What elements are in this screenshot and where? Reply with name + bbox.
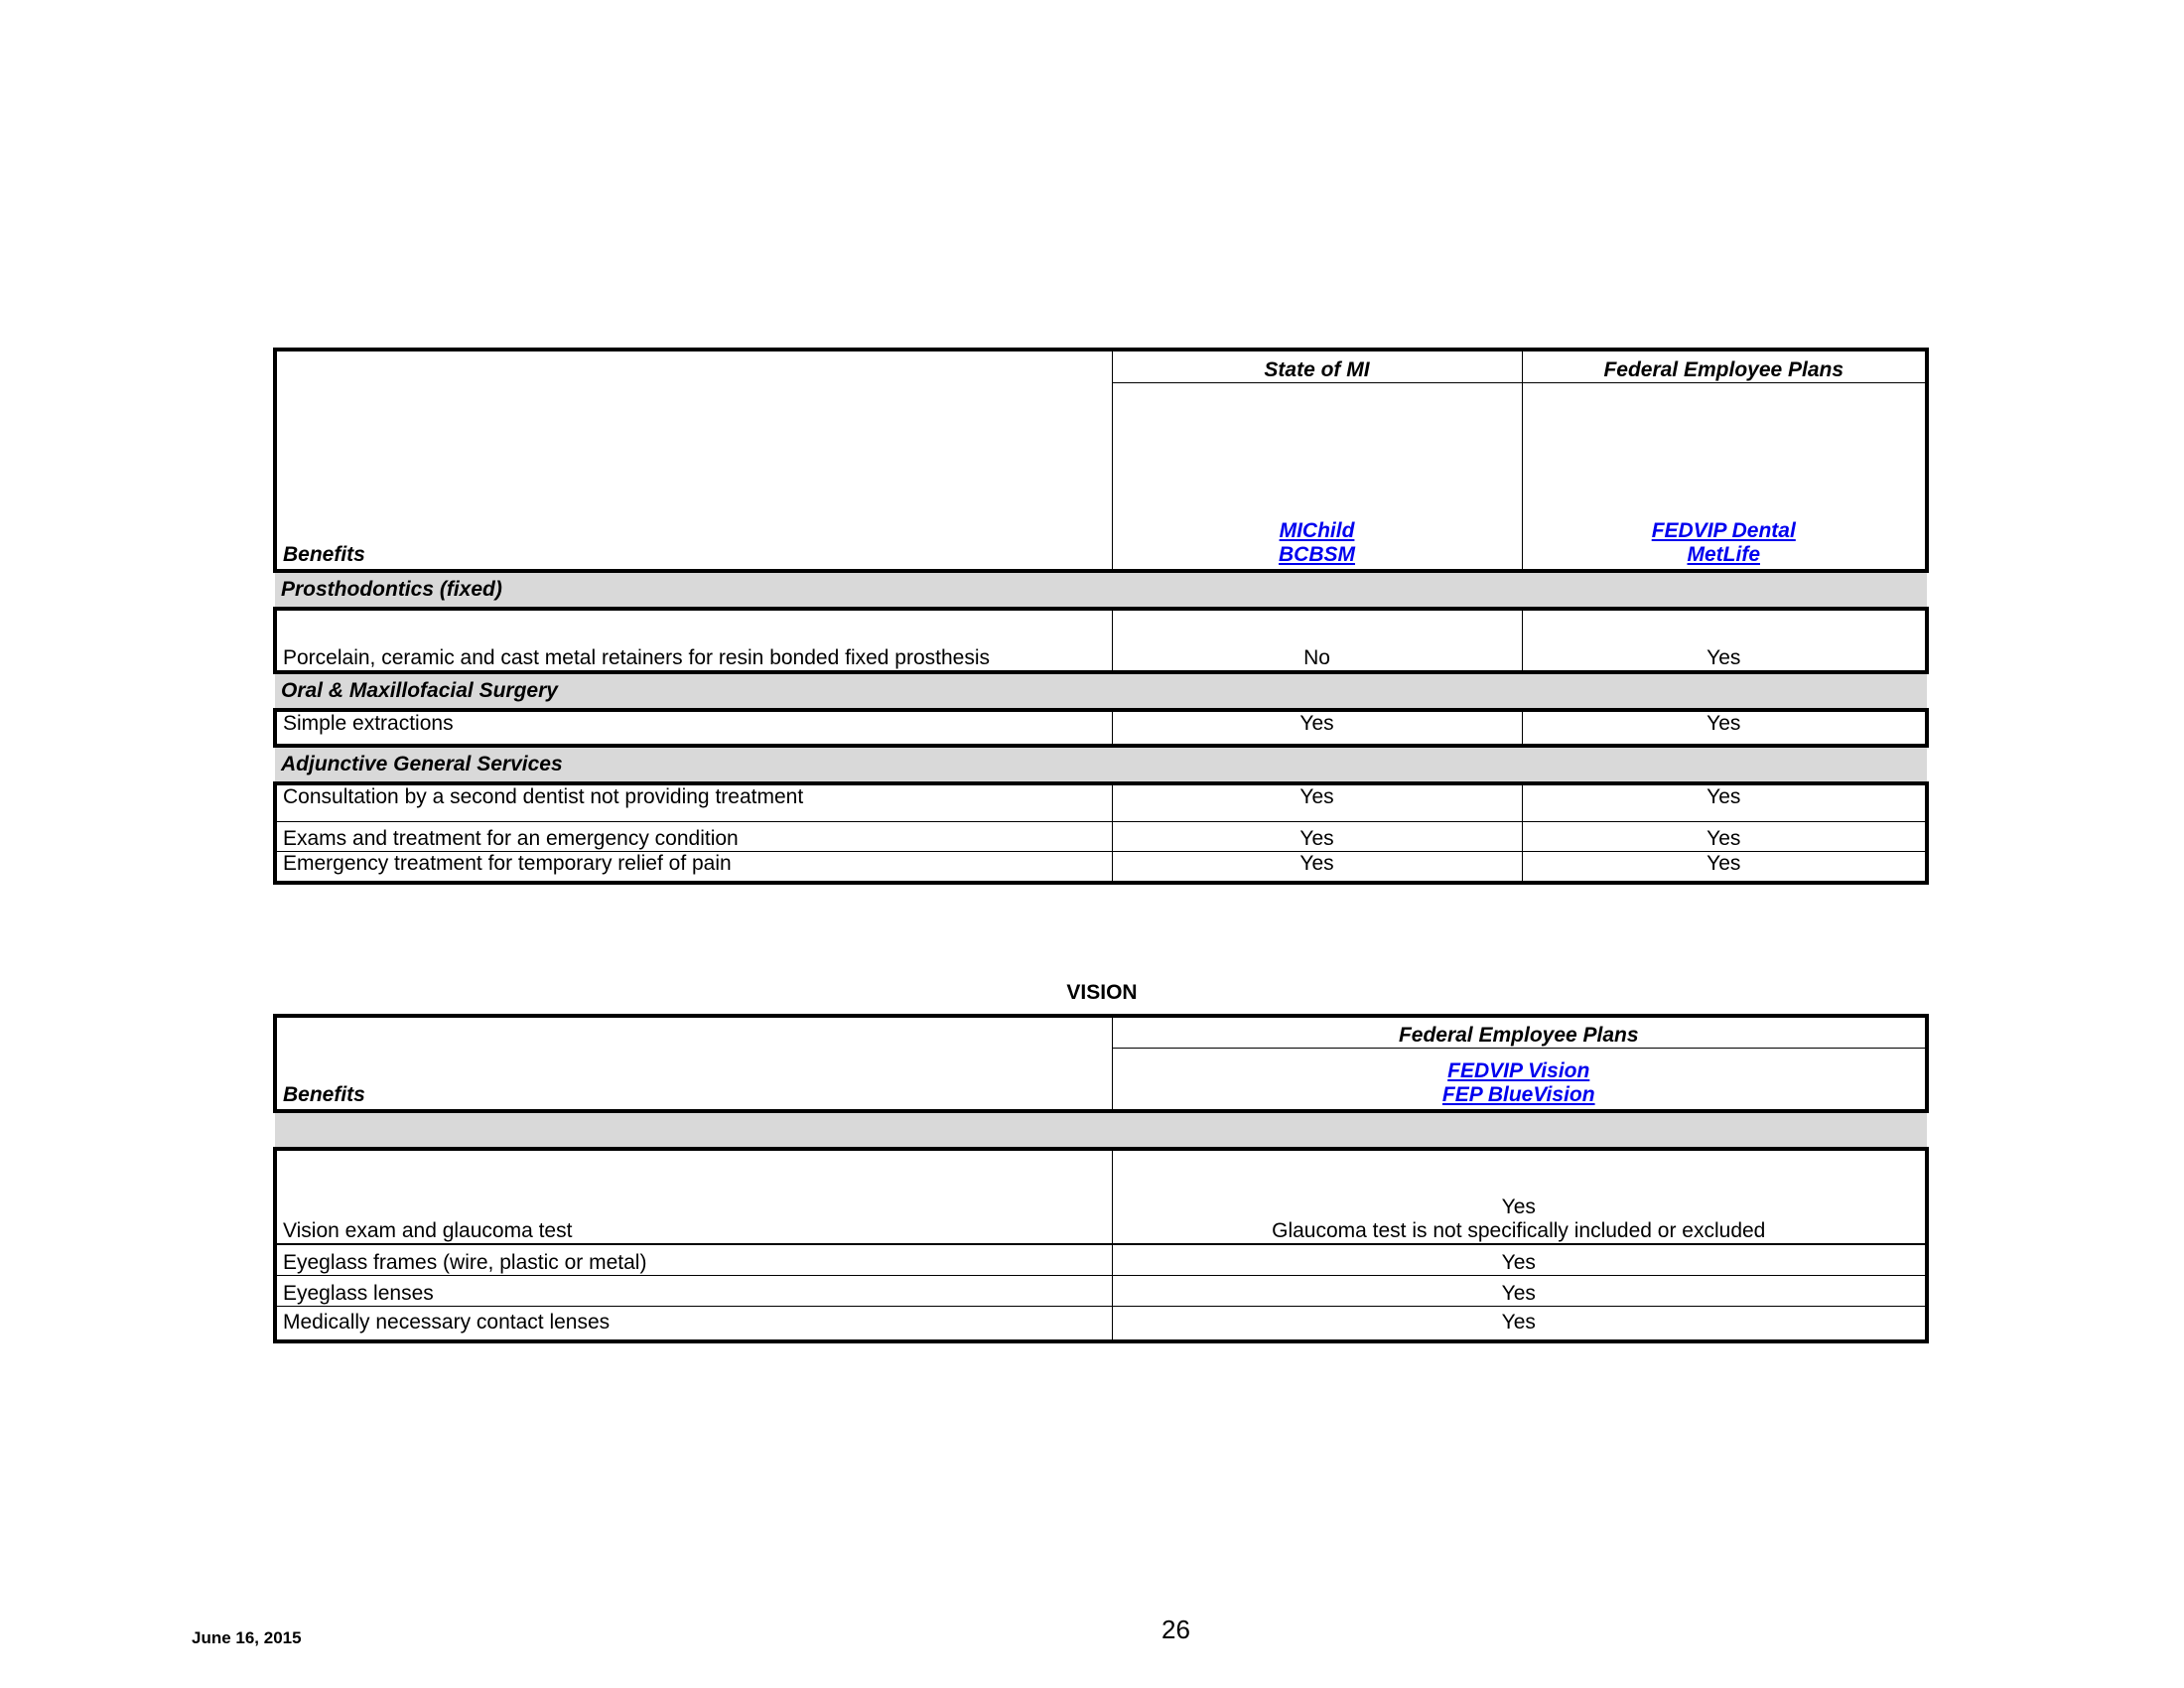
vision-value-cell	[1112, 1149, 1927, 1244]
federal-plans-header: Federal Employee Plans	[1112, 1016, 1927, 1048]
michild-value: Yes	[1112, 783, 1522, 821]
metlife-link[interactable]: MetLife	[1687, 543, 1760, 566]
footer-date: June 16, 2015	[192, 1628, 302, 1647]
benefit-cell: Porcelain, ceramic and cast metal retainers for resin bonded fixed prosthesis	[275, 609, 1112, 672]
michild-link[interactable]: MIChild	[1279, 519, 1355, 542]
benefit-cell: Eyeglass frames (wire, plastic or metal)	[275, 1244, 1112, 1275]
vision-value: Yes	[1112, 1244, 1927, 1275]
fedvip-dental-plan-cell	[1522, 382, 1927, 571]
section-title: Adjunctive General Services	[275, 746, 1927, 783]
fedvip-vision-plan-cell	[1112, 1048, 1927, 1111]
benefit-cell: Eyeglass lenses	[275, 1275, 1112, 1306]
fedvip-value: Yes	[1522, 821, 1927, 851]
vision-value: Yes	[1112, 1306, 1927, 1341]
bcbsm-link[interactable]: BCBSM	[1279, 543, 1355, 566]
page-number: 26	[1161, 1615, 1190, 1644]
benefit-cell: Consultation by a second dentist not providing treatment	[275, 783, 1112, 821]
fedvip-value: Yes	[1522, 710, 1927, 746]
michild-value: Yes	[1112, 710, 1522, 746]
benefits-header: Benefits	[275, 1016, 1112, 1111]
benefit-cell: Medically necessary contact lenses	[275, 1306, 1112, 1341]
michild-value: Yes	[1112, 851, 1522, 883]
section-title: Oral & Maxillofacial Surgery	[275, 672, 1927, 710]
vision-title: VISION	[1066, 981, 1138, 1004]
fedvip-vision-link[interactable]: FEDVIP Vision	[1447, 1059, 1590, 1082]
state-of-mi-header: State of MI	[1112, 350, 1522, 382]
benefit-cell: Vision exam and glaucoma test	[275, 1149, 1112, 1244]
dental-benefits-table	[273, 348, 1929, 885]
benefits-header: Benefits	[275, 350, 1112, 571]
vision-note: Glaucoma test is not specifically included or excluded	[1272, 1219, 1766, 1242]
benefit-cell: Emergency treatment for temporary relief of pain	[275, 851, 1112, 883]
vision-benefits-table	[273, 1014, 1929, 1343]
fedvip-value: Yes	[1522, 783, 1927, 821]
fep-bluevision-link[interactable]: FEP BlueVision	[1441, 1083, 1595, 1106]
fedvip-value: Yes	[1522, 851, 1927, 883]
fedvip-dental-link[interactable]: FEDVIP Dental	[1651, 519, 1796, 542]
michild-value: No	[1112, 609, 1522, 672]
vision-value: Yes	[1112, 1275, 1927, 1306]
michild-value: Yes	[1112, 821, 1522, 851]
vision-value: Yes	[1501, 1196, 1536, 1218]
section-spacer	[275, 1111, 1927, 1149]
fedvip-value: Yes	[1522, 609, 1927, 672]
michild-plan-cell	[1112, 382, 1522, 571]
federal-plans-header: Federal Employee Plans	[1522, 350, 1927, 382]
benefit-cell: Exams and treatment for an emergency condition	[275, 821, 1112, 851]
benefit-cell: Simple extractions	[275, 710, 1112, 746]
section-title: Prosthodontics (fixed)	[275, 571, 1927, 609]
